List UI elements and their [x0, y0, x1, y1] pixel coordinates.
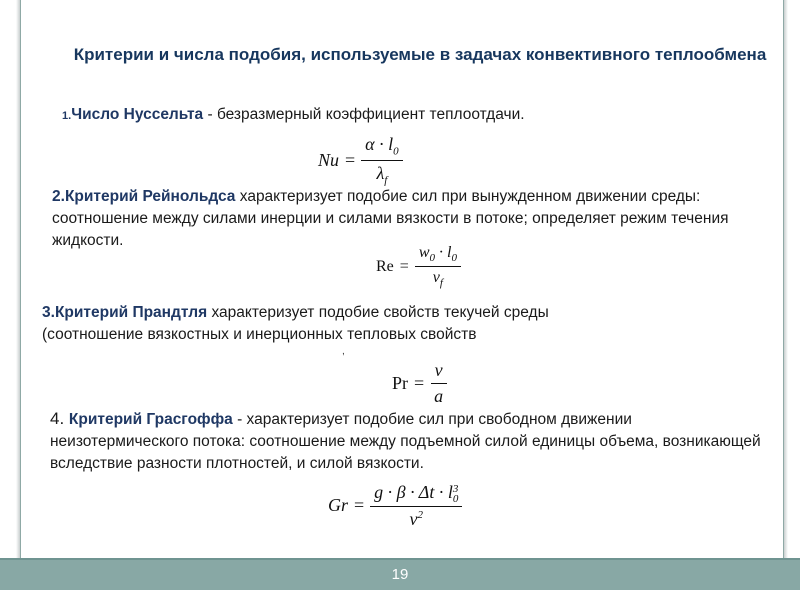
item-grashof: [50, 408, 762, 475]
formula-lhs: Re: [376, 257, 394, 275]
item-number: 3.: [42, 304, 55, 321]
slide-shadow-right: [784, 0, 788, 558]
fraction: [430, 360, 447, 407]
item-name: Критерий Грасгоффа: [68, 411, 233, 428]
denominator: $\lambda_f$: [376, 162, 388, 187]
denominator: a: [434, 386, 444, 406]
slide-title: Критерии и числа подобия, используемые в задачах конвективного теплообмена: [73, 45, 767, 64]
denominator: $\nu_f$: [432, 269, 443, 290]
fraction: [370, 482, 462, 530]
formula-nusselt: [318, 134, 403, 186]
item-number: 4.: [50, 409, 69, 428]
fraction: [415, 244, 461, 289]
item-nusselt: [62, 104, 762, 127]
slide-footer: [0, 558, 800, 590]
item-text: - характеризует подобие сил при свободном движении неизотермического потока: соотношение между подъемной силой единицы объема, возникающей вследствие разности плотностей, и силой вязкости.: [50, 411, 761, 472]
formula-lhs: Pr: [392, 373, 409, 393]
formula-grashof: [328, 482, 462, 530]
numerator: g · β · Δt · l 3 0: [370, 482, 462, 507]
fraction: [361, 134, 402, 186]
item-number: 1.: [62, 110, 72, 122]
equals-sign: =: [345, 149, 356, 170]
formula-lhs: Nu: [318, 149, 340, 170]
item-text: - безразмерный коэффициент теплоотдачи.: [203, 106, 525, 123]
item-reynolds: [52, 186, 764, 252]
equals-sign: =: [414, 373, 425, 393]
numerator: $\alpha \cdot l_0$: [361, 134, 402, 161]
numerator: ν: [431, 360, 447, 384]
stray-comma: ,: [342, 346, 345, 357]
item-number: 2.: [52, 188, 65, 205]
item-name: Критерий Рейнольдса: [64, 188, 236, 205]
equals-sign: =: [399, 257, 409, 275]
page-number: 19: [391, 566, 409, 583]
item-text: характеризует подобие сил при вынужденном движении среды: соотношение между силами инерции и силами вязкости в потоке; определяет режим течения жидкости.: [52, 188, 729, 249]
formula-reynolds: [376, 244, 461, 289]
formula-prandtl: [392, 360, 447, 407]
denominator: $\nu^2$: [409, 508, 424, 529]
equals-sign: =: [354, 495, 365, 516]
item-text: характеризует подобие свойств текучей среды (соотношение вязкостных и инерционных тепловых свойств: [42, 304, 549, 343]
formula-lhs: Gr: [328, 495, 349, 516]
numerator: $w_0 \cdot l_0$: [415, 244, 461, 267]
item-prandtl: [42, 302, 642, 346]
item-name: Критерий Прандтля: [54, 304, 208, 321]
item-name: Число Нуссельта: [71, 106, 204, 123]
